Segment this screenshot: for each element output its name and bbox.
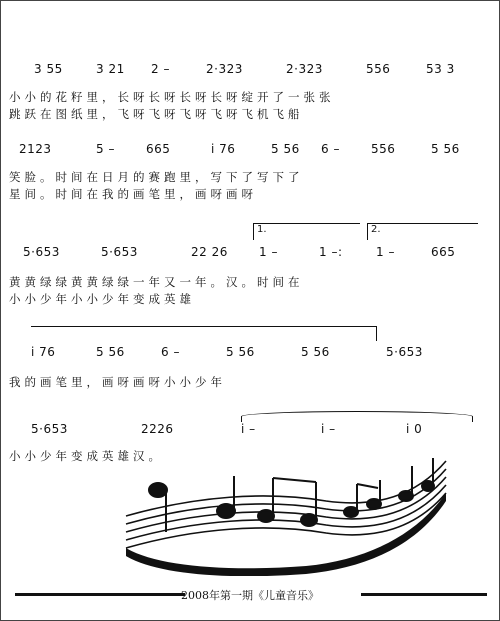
- lyric-char: ，: [195, 170, 207, 184]
- measure-3: 6 –: [161, 345, 180, 359]
- lyric-char: 飞: [241, 107, 253, 121]
- measure-1: i 76: [31, 345, 56, 359]
- lyric-char: 。: [40, 187, 52, 201]
- volta-second-label: 2.: [371, 224, 381, 235]
- lyric-char: 笔: [55, 375, 67, 389]
- lyric-char: 少: [40, 292, 52, 306]
- lyric-char: 绽: [241, 90, 253, 104]
- lyric-char: 下: [272, 170, 284, 184]
- lyric-char: 里: [86, 90, 98, 104]
- lyric-char: 长: [179, 90, 191, 104]
- notation-line-5: [1, 421, 499, 441]
- lyric-char: 小: [9, 90, 21, 104]
- lyric-char: 又: [164, 275, 176, 289]
- measure-7: 665: [431, 245, 456, 259]
- lyric-char: 呀: [195, 90, 207, 104]
- lyric-char: 呀: [117, 375, 129, 389]
- lyric-char: 绿: [55, 275, 67, 289]
- lyric-char: 小: [24, 90, 36, 104]
- lyric-char: 飞: [179, 107, 191, 121]
- lyric-char: 我: [9, 375, 21, 389]
- lyric-char: 间: [71, 170, 83, 184]
- volta-second-bracket: [367, 223, 478, 240]
- lyric-char: 的: [40, 90, 52, 104]
- measure-5: 1 –:: [319, 245, 343, 259]
- lyric-char: 张: [303, 90, 315, 104]
- lyric-char: 在: [86, 170, 98, 184]
- lyric-char: 开: [257, 90, 269, 104]
- lyric-char: 绿: [102, 275, 114, 289]
- phrase-line: [31, 326, 377, 341]
- lyric-char: 跳: [9, 107, 21, 121]
- lyric-line-2a: [7, 166, 493, 182]
- lyric-char: 。: [210, 275, 222, 289]
- lyric-char: 变: [71, 449, 83, 463]
- lyric-char: 小: [9, 449, 21, 463]
- lyric-char: 下: [226, 170, 238, 184]
- lyric-char: ，: [86, 375, 98, 389]
- lyric-char: 年: [210, 375, 222, 389]
- lyric-char: 变: [133, 292, 145, 306]
- lyric-char: 雄: [117, 449, 129, 463]
- measure-4: i –: [321, 422, 336, 436]
- lyric-char: 画: [195, 187, 207, 201]
- lyric-char: 呀: [226, 107, 238, 121]
- lyric-char: 籽: [71, 90, 83, 104]
- lyric-char: 里: [164, 187, 176, 201]
- measure-6: 6 –: [321, 142, 340, 156]
- lyric-char: 间: [24, 187, 36, 201]
- lyric-char: 呀: [226, 90, 238, 104]
- lyric-char: 飞: [148, 107, 160, 121]
- lyric-char: 呀: [148, 375, 160, 389]
- lyric-char: 成: [86, 449, 98, 463]
- lyric-char: 小: [86, 292, 98, 306]
- lyric-char: 在: [40, 107, 52, 121]
- lyric-char: 画: [226, 187, 238, 201]
- lyric-char: 日: [102, 170, 114, 184]
- lyric-char: 。: [40, 170, 52, 184]
- lyric-char: 英: [102, 449, 114, 463]
- lyric-char: 汉: [226, 275, 238, 289]
- lyric-char: 里: [86, 107, 98, 121]
- lyric-char: 时: [257, 275, 269, 289]
- lyric-char: 间: [272, 275, 284, 289]
- lyric-char: 黄: [9, 275, 21, 289]
- measure-3: 22 26: [191, 245, 228, 259]
- lyric-char: 英: [164, 292, 176, 306]
- lyric-char: 里: [71, 375, 83, 389]
- lyric-char: 月: [117, 170, 129, 184]
- lyric-char: 写: [210, 170, 222, 184]
- lyric-line-2b: [7, 183, 493, 199]
- lyric-char: 了: [288, 170, 300, 184]
- notation-line-2: [1, 141, 499, 161]
- measure-3: i –: [241, 422, 256, 436]
- lyric-line-3a: [7, 271, 493, 287]
- lyric-char: 脸: [24, 170, 36, 184]
- lyric-char: 纸: [71, 107, 83, 121]
- measure-4: 1 –: [259, 245, 278, 259]
- lyric-char: 汉: [133, 449, 145, 463]
- lyric-char: 小: [24, 449, 36, 463]
- lyric-char: 雄: [179, 292, 191, 306]
- measure-2: 5·653: [101, 245, 138, 259]
- lyric-char: 的: [133, 170, 145, 184]
- measure-3: 665: [146, 142, 171, 156]
- measure-5: 2·323: [286, 62, 323, 76]
- lyric-char: 呀: [195, 107, 207, 121]
- lyric-char: 一: [179, 275, 191, 289]
- measure-5: 5 56: [271, 142, 300, 156]
- lyric-char: 星: [9, 187, 21, 201]
- lyric-char: 跃: [24, 107, 36, 121]
- lyric-char: 写: [257, 170, 269, 184]
- lyric-char: 呀: [133, 107, 145, 121]
- lyric-char: 时: [55, 170, 67, 184]
- lyric-char: 飞: [210, 107, 222, 121]
- measure-4: 5 56: [226, 345, 255, 359]
- lyric-char: 里: [179, 170, 191, 184]
- lyric-char: 黄: [24, 275, 36, 289]
- measure-8: 5 56: [431, 142, 460, 156]
- notation-line-1: [1, 61, 499, 81]
- lyric-char: 花: [55, 90, 67, 104]
- volta-first-label: 1.: [257, 224, 267, 235]
- lyric-char: 小: [24, 292, 36, 306]
- lyric-char: 一: [288, 90, 300, 104]
- lyric-char: 黄: [86, 275, 98, 289]
- measure-4: 2·323: [206, 62, 243, 76]
- measure-2: 5 –: [96, 142, 115, 156]
- lyric-char: ，: [102, 90, 114, 104]
- measure-5: i 0: [406, 422, 423, 436]
- measure-7: 556: [371, 142, 396, 156]
- lyric-char: 了: [272, 90, 284, 104]
- lyric-char: 长: [148, 90, 160, 104]
- lyric-char: 在: [288, 275, 300, 289]
- lyric-char: 长: [117, 90, 129, 104]
- lyric-char: 呀: [164, 90, 176, 104]
- lyric-char: 绿: [40, 275, 52, 289]
- lyric-char: 绿: [117, 275, 129, 289]
- notation-line-4: [1, 344, 499, 364]
- lyric-char: 。: [148, 449, 160, 463]
- lyric-char: 跑: [164, 170, 176, 184]
- lyric-char: 年: [55, 449, 67, 463]
- lyric-char: 一: [133, 275, 145, 289]
- measure-2: 5 56: [96, 345, 125, 359]
- lyric-char: 年: [195, 275, 207, 289]
- lyric-char: 的: [24, 375, 36, 389]
- measure-1: 5·653: [31, 422, 68, 436]
- lyric-line-1a: [7, 86, 493, 102]
- footer-source: 2008年第一期《儿童音乐》: [181, 589, 319, 602]
- lyric-line-4: [7, 371, 493, 387]
- lyric-char: 机: [257, 107, 269, 121]
- lyric-char: 时: [55, 187, 67, 201]
- measure-7: 53 3: [426, 62, 455, 76]
- lyric-char: 小: [164, 375, 176, 389]
- measure-1: 2123: [19, 142, 52, 156]
- lyric-char: 少: [102, 292, 114, 306]
- measure-1: 5·653: [23, 245, 60, 259]
- measure-4: i 76: [211, 142, 236, 156]
- lyric-char: 。: [241, 275, 253, 289]
- lyric-char: 在: [86, 187, 98, 201]
- notation-line-3: [1, 244, 499, 264]
- lyric-char: 笑: [9, 170, 21, 184]
- lyric-char: 少: [195, 375, 207, 389]
- lyric-line-3b: [7, 288, 493, 304]
- lyric-char: 长: [210, 90, 222, 104]
- measure-2: 3 21: [96, 62, 125, 76]
- lyric-char: 小: [9, 292, 21, 306]
- lyric-char: 呀: [210, 187, 222, 201]
- lyric-char: 飞: [272, 107, 284, 121]
- lyric-line-1b: [7, 103, 493, 119]
- lyric-char: 赛: [148, 170, 160, 184]
- measure-6: 556: [366, 62, 391, 76]
- lyric-char: 黄: [71, 275, 83, 289]
- lyric-char: 少: [40, 449, 52, 463]
- lyric-char: 图: [55, 107, 67, 121]
- lyric-char: 画: [40, 375, 52, 389]
- measure-3: 2 –: [151, 62, 170, 76]
- lyric-char: 间: [71, 187, 83, 201]
- lyric-char: 画: [102, 375, 114, 389]
- music-staff-illustration: [116, 456, 456, 576]
- measure-1: 3 55: [34, 62, 63, 76]
- lyric-char: ，: [179, 187, 191, 201]
- lyric-char: 成: [148, 292, 160, 306]
- lyric-char: 画: [133, 375, 145, 389]
- lyric-char: 船: [288, 107, 300, 121]
- lyric-char: 小: [179, 375, 191, 389]
- measure-6: 1 –: [376, 245, 395, 259]
- lyric-char: 小: [71, 292, 83, 306]
- lyric-char: 笔: [148, 187, 160, 201]
- lyric-char: 张: [319, 90, 331, 104]
- lyric-char: 飞: [117, 107, 129, 121]
- volta-first-bracket: [253, 223, 360, 240]
- measure-6: 5·653: [386, 345, 423, 359]
- lyric-char: 年: [55, 292, 67, 306]
- lyric-char: 画: [133, 187, 145, 201]
- lyric-char: 呀: [164, 107, 176, 121]
- measure-5: 5 56: [301, 345, 330, 359]
- lyric-char: 了: [241, 170, 253, 184]
- measure-2: 2226: [141, 422, 174, 436]
- lyric-char: 年: [148, 275, 160, 289]
- lyric-char: ，: [102, 107, 114, 121]
- lyric-char: 年: [117, 292, 129, 306]
- lyric-char: 我: [102, 187, 114, 201]
- lyric-char: 呀: [241, 187, 253, 201]
- lyric-char: 的: [117, 187, 129, 201]
- lyric-char: 呀: [133, 90, 145, 104]
